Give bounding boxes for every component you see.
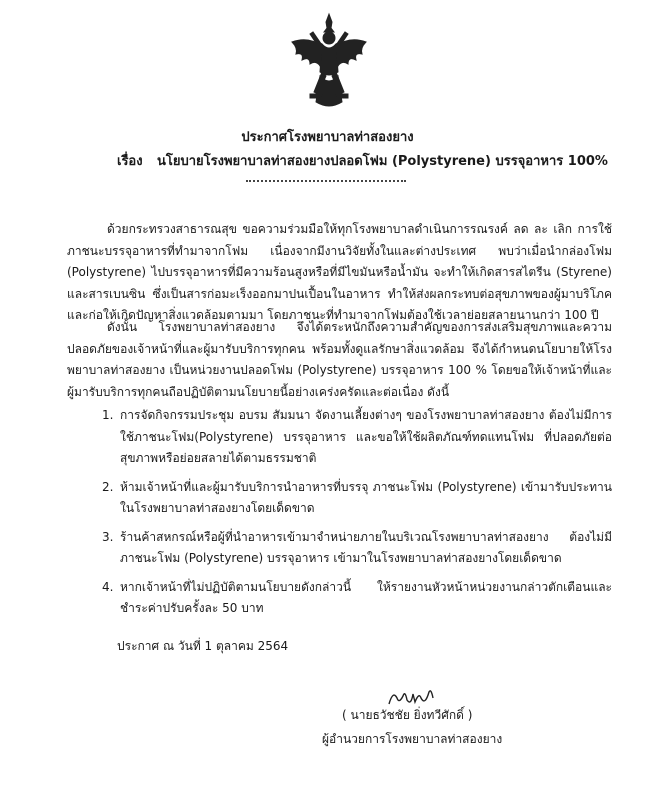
list-item-number: 1. xyxy=(102,408,114,422)
list-item-number: 2. xyxy=(102,479,114,494)
list-item xyxy=(102,577,612,620)
list-item-number: 4. xyxy=(102,579,114,594)
page-title: ประกาศโรงพยาบาลท่าสองยาง xyxy=(241,130,414,145)
paragraph-1: ด้วยกระทรวงสาธารณสุข ขอความร่วมมือให้ทุกโรงพยาบาลดำเนินการรณรงค์ ลด ละ เลิก การใช้ภาชนะบรรจุอาหารที่ทำมาจากโฟม เนื่องจากมีงานวิจัยทั้งในและต่างประเทศ พบว่าเมื่อนำกล่องโฟม (Polystyrene) ไปบรรจุอาหารที่มีความร้อนสูงหรือที่มีไขมันหรือน้ำมัน จะทำให้เกิดสารสไตรีน (Styrene) และสารเบนซิน ซึ่งเป็นสารก่อมะเร็งออกมาปนเปื้อนในอาหาร ทำให้ส่งผลกระทบต่อสุขภาพของผู้มาบริโภค และก่อให้เกิดปัญหาสิ่งแวดล้อมตามมา โดยภาชนะที่ทำมาจากโฟมต้องใช้เวลาย่อยสลายนานกว่า 100 ปี xyxy=(67,222,612,322)
signer-position: ผู้อำนวยการโรงพยาบาลท่าสองยาง xyxy=(322,732,503,746)
signer-name: ( นายธวัชชัย ยิ่งทวีศักดิ์ ) xyxy=(342,708,473,722)
paragraph-2: ดังนั้น โรงพยาบาลท่าสองยาง จึงได้ตระหนักถึงความสำคัญของการส่งเสริมสุขภาพและความปลอดภัยของเจ้าหน้าที่และผู้มารับบริการทุกคน พร้อมทั้งดูแลรักษาสิ่งแวดล้อม จึงได้กำหนดนโยบายให้โรงพยาบาลท่าสองยาง เป็นหน่วยงานปลอดโฟม (Polystyrene) บรรจุอาหาร 100 % โดยขอให้เจ้าหน้าที่และผู้มารับบริการทุกคนถือปฏิบัติตามนโยบายนี้อย่างเคร่งครัดและต่อเนื่อง ดังนี้ xyxy=(67,320,612,399)
subject-line xyxy=(117,150,608,171)
list-item-text: ห้ามเจ้าหน้าที่และผู้มารับบริการนำอาหารที่บรรจุ ภาชนะโฟม (Polystyrene) เข้ามารับประทานในโรงพยาบาลท่าสองยางโดยเด็ดขาด xyxy=(120,479,612,515)
garuda-emblem-icon xyxy=(288,12,370,112)
list-item xyxy=(102,477,612,520)
list-item-text: การจัดกิจกรรมประชุม อบรม สัมมนา จัดงานเลี้ยงต่างๆ ของโรงพยาบาลท่าสองยาง ต้องไม่มีการใช้ภาชนะโฟม(Polystyrene) บรรจุอาหาร และขอให้ใช้ผลิตภัณฑ์ทดแทนโฟม ที่ปลอดภัยต่อสุขภาพหรือย่อยสลายได้ตามธรรมชาติ xyxy=(120,408,612,465)
announcement-date: ประกาศ ณ วันที่ 1 ตุลาคม 2564 xyxy=(117,639,289,653)
subject-text: นโยบายโรงพยาบาลท่าสองยางปลอดโฟม (Polystyrene) บรรจุอาหาร 100% xyxy=(157,154,608,169)
list-item-text: ร้านค้าสหกรณ์หรือผู้ที่นำอาหารเข้ามาจำหน่ายภายในบริเวณโรงพยาบาลท่าสองยาง ต้องไม่มีภาชนะโฟม (Polystyrene) บรรจุอาหาร เข้ามาในโรงพยาบาลท่าสองยางโดยเด็ดขาด xyxy=(120,529,612,565)
list-item-text: หากเจ้าหน้าที่ไม่ปฏิบัติตามนโยบายดังกล่าวนี้ ให้รายงานหัวหน้าหน่วยงานกล่าวตักเตือนและชำระค่าปรับครั้งละ 50 บาท xyxy=(120,579,612,615)
list-item xyxy=(102,527,612,570)
dotted-divider xyxy=(246,180,406,182)
policy-list xyxy=(102,405,612,627)
list-item-number: 3. xyxy=(102,529,114,544)
subject-label: เรื่อง xyxy=(117,154,143,169)
list-item xyxy=(102,405,612,470)
